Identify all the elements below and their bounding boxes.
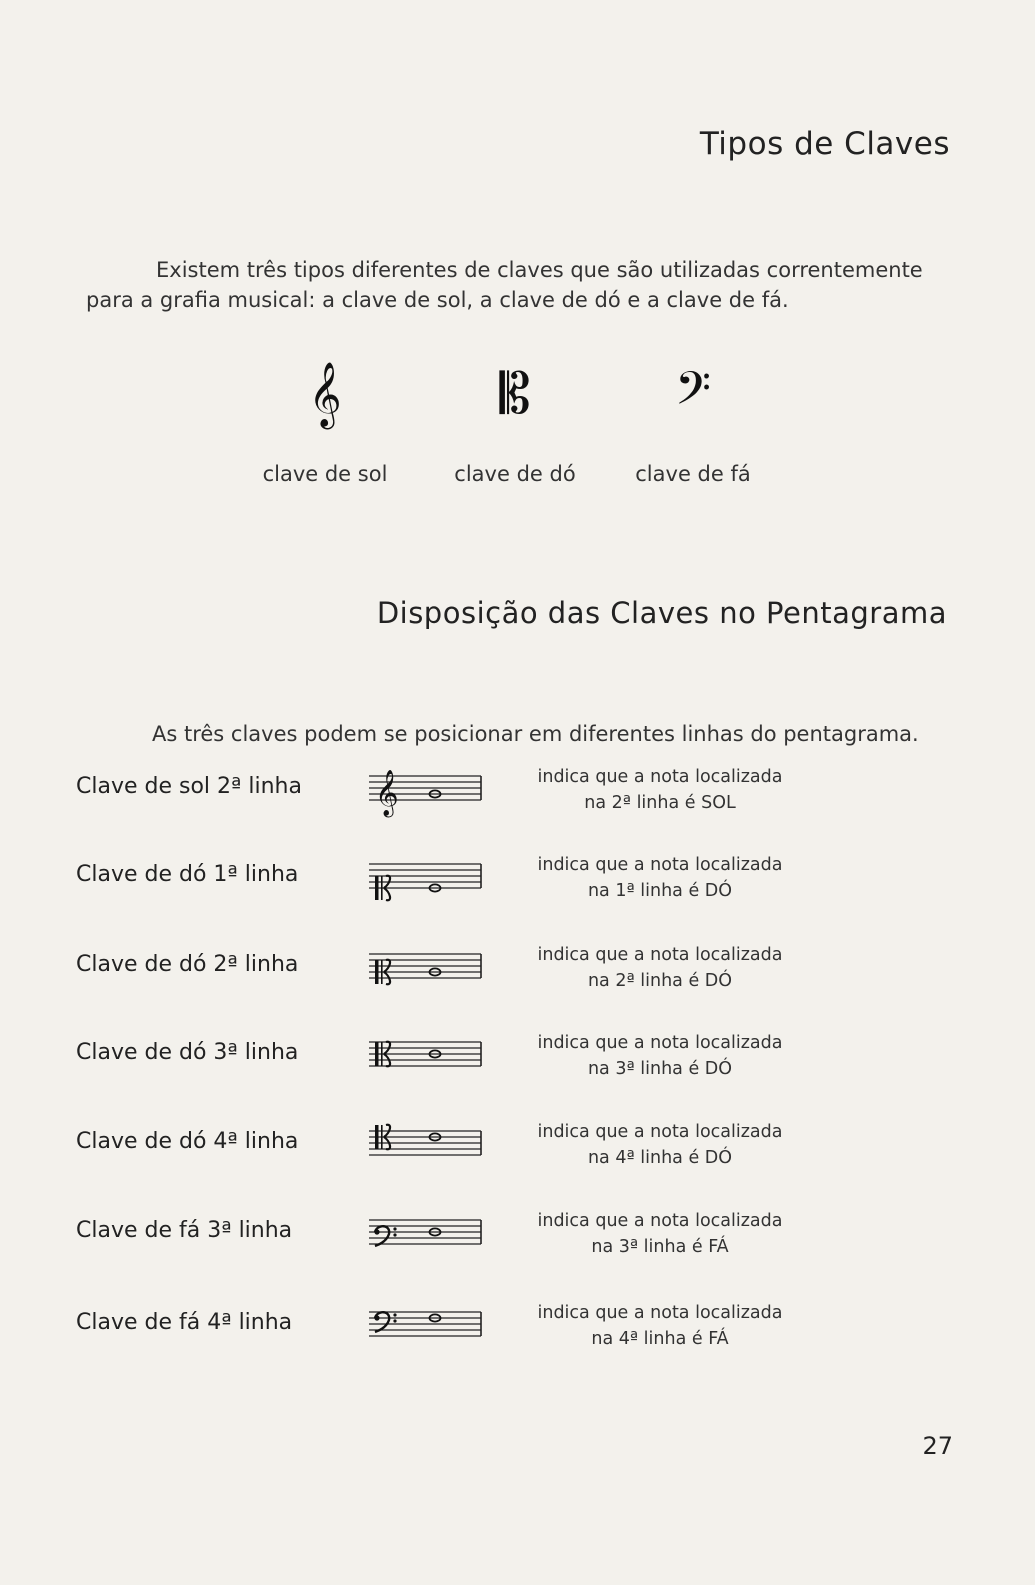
- clef-row-description: [530, 1300, 790, 1352]
- staff-icon: [365, 1117, 485, 1181]
- description-line-1: indica que a nota localizada: [537, 1303, 783, 1323]
- clef-row: [0, 1028, 1035, 1098]
- treble-clef-icon: [375, 770, 399, 818]
- treble-clef-caption: clave de sol: [262, 462, 388, 486]
- clef-row-description: [530, 1208, 790, 1260]
- f-clef-icon: [374, 1226, 396, 1246]
- description-line-2: na 3ª linha é FÁ: [591, 1237, 729, 1257]
- intro-paragraph: [86, 255, 956, 315]
- svg-text:𝄞: 𝄞: [375, 770, 399, 816]
- staff-icon: [365, 850, 485, 914]
- clef-row-label: Clave de fá 4ª linha: [76, 1310, 293, 1335]
- staff-icon: [365, 762, 485, 826]
- bass-clef-caption: clave de fá: [635, 462, 751, 486]
- clef-row-label: Clave de dó 4ª linha: [76, 1129, 299, 1154]
- description-line-2: na 2ª linha é DÓ: [587, 971, 733, 991]
- clef-row: [0, 762, 1035, 832]
- description-line-2: na 2ª linha é SOL: [584, 793, 736, 813]
- staff-icon: [365, 1298, 485, 1362]
- clef-row-label: Clave de sol 2ª linha: [76, 774, 302, 799]
- description-line-1: indica que a nota localizada: [537, 1122, 783, 1142]
- clef-row-description: [530, 764, 790, 816]
- page-number: 27: [922, 1432, 953, 1460]
- clef-row: [0, 940, 1035, 1010]
- clef-row: [0, 1117, 1035, 1187]
- description-line-1: indica que a nota localizada: [537, 1211, 783, 1231]
- description-line-1: indica que a nota localizada: [537, 855, 783, 875]
- description-line-1: indica que a nota localizada: [537, 1033, 783, 1053]
- clef-row-label: Clave de dó 3ª linha: [76, 1040, 299, 1065]
- clef-row-description: [530, 1119, 790, 1171]
- c-clef-caption: clave de dó: [454, 462, 576, 486]
- staff-icon: [365, 1206, 485, 1270]
- page-title: Tipos de Claves: [699, 126, 950, 162]
- description-line-2: na 4ª linha é FÁ: [591, 1329, 729, 1349]
- clef-row-label: Clave de dó 2ª linha: [76, 952, 299, 977]
- bass-clef-icon: 𝄢: [674, 362, 711, 427]
- f-clef-icon: [374, 1312, 396, 1332]
- staff-icon: [365, 1028, 485, 1092]
- clef-row-label: Clave de dó 1ª linha: [76, 862, 299, 887]
- c-clef-icon: 𝄡: [499, 362, 531, 427]
- clef-row: [0, 850, 1035, 920]
- clef-row: [0, 1298, 1035, 1368]
- section-intro: As três claves podem se posicionar em diferentes linhas do pentagrama.: [152, 722, 919, 746]
- clef-row-description: [530, 852, 790, 904]
- clef-row-description: [530, 942, 790, 994]
- intro-text: Existem três tipos diferentes de claves que são utilizadas correntemente para a grafia musical: a clave de sol, a clave de dó e a clave de fá.: [86, 258, 923, 312]
- description-line-2: na 4ª linha é DÓ: [587, 1148, 733, 1168]
- section-title: Disposição das Claves no Pentagrama: [376, 596, 947, 630]
- description-line-2: na 1ª linha é DÓ: [587, 881, 733, 901]
- staff-icon: [365, 940, 485, 1004]
- clef-row-label: Clave de fá 3ª linha: [76, 1218, 293, 1243]
- description-line-1: indica que a nota localizada: [537, 767, 783, 787]
- description-line-1: indica que a nota localizada: [537, 945, 783, 965]
- description-line-2: na 3ª linha é DÓ: [587, 1059, 733, 1079]
- treble-clef-icon: 𝄞: [308, 362, 342, 427]
- clef-row: [0, 1206, 1035, 1276]
- clef-row-description: [530, 1030, 790, 1082]
